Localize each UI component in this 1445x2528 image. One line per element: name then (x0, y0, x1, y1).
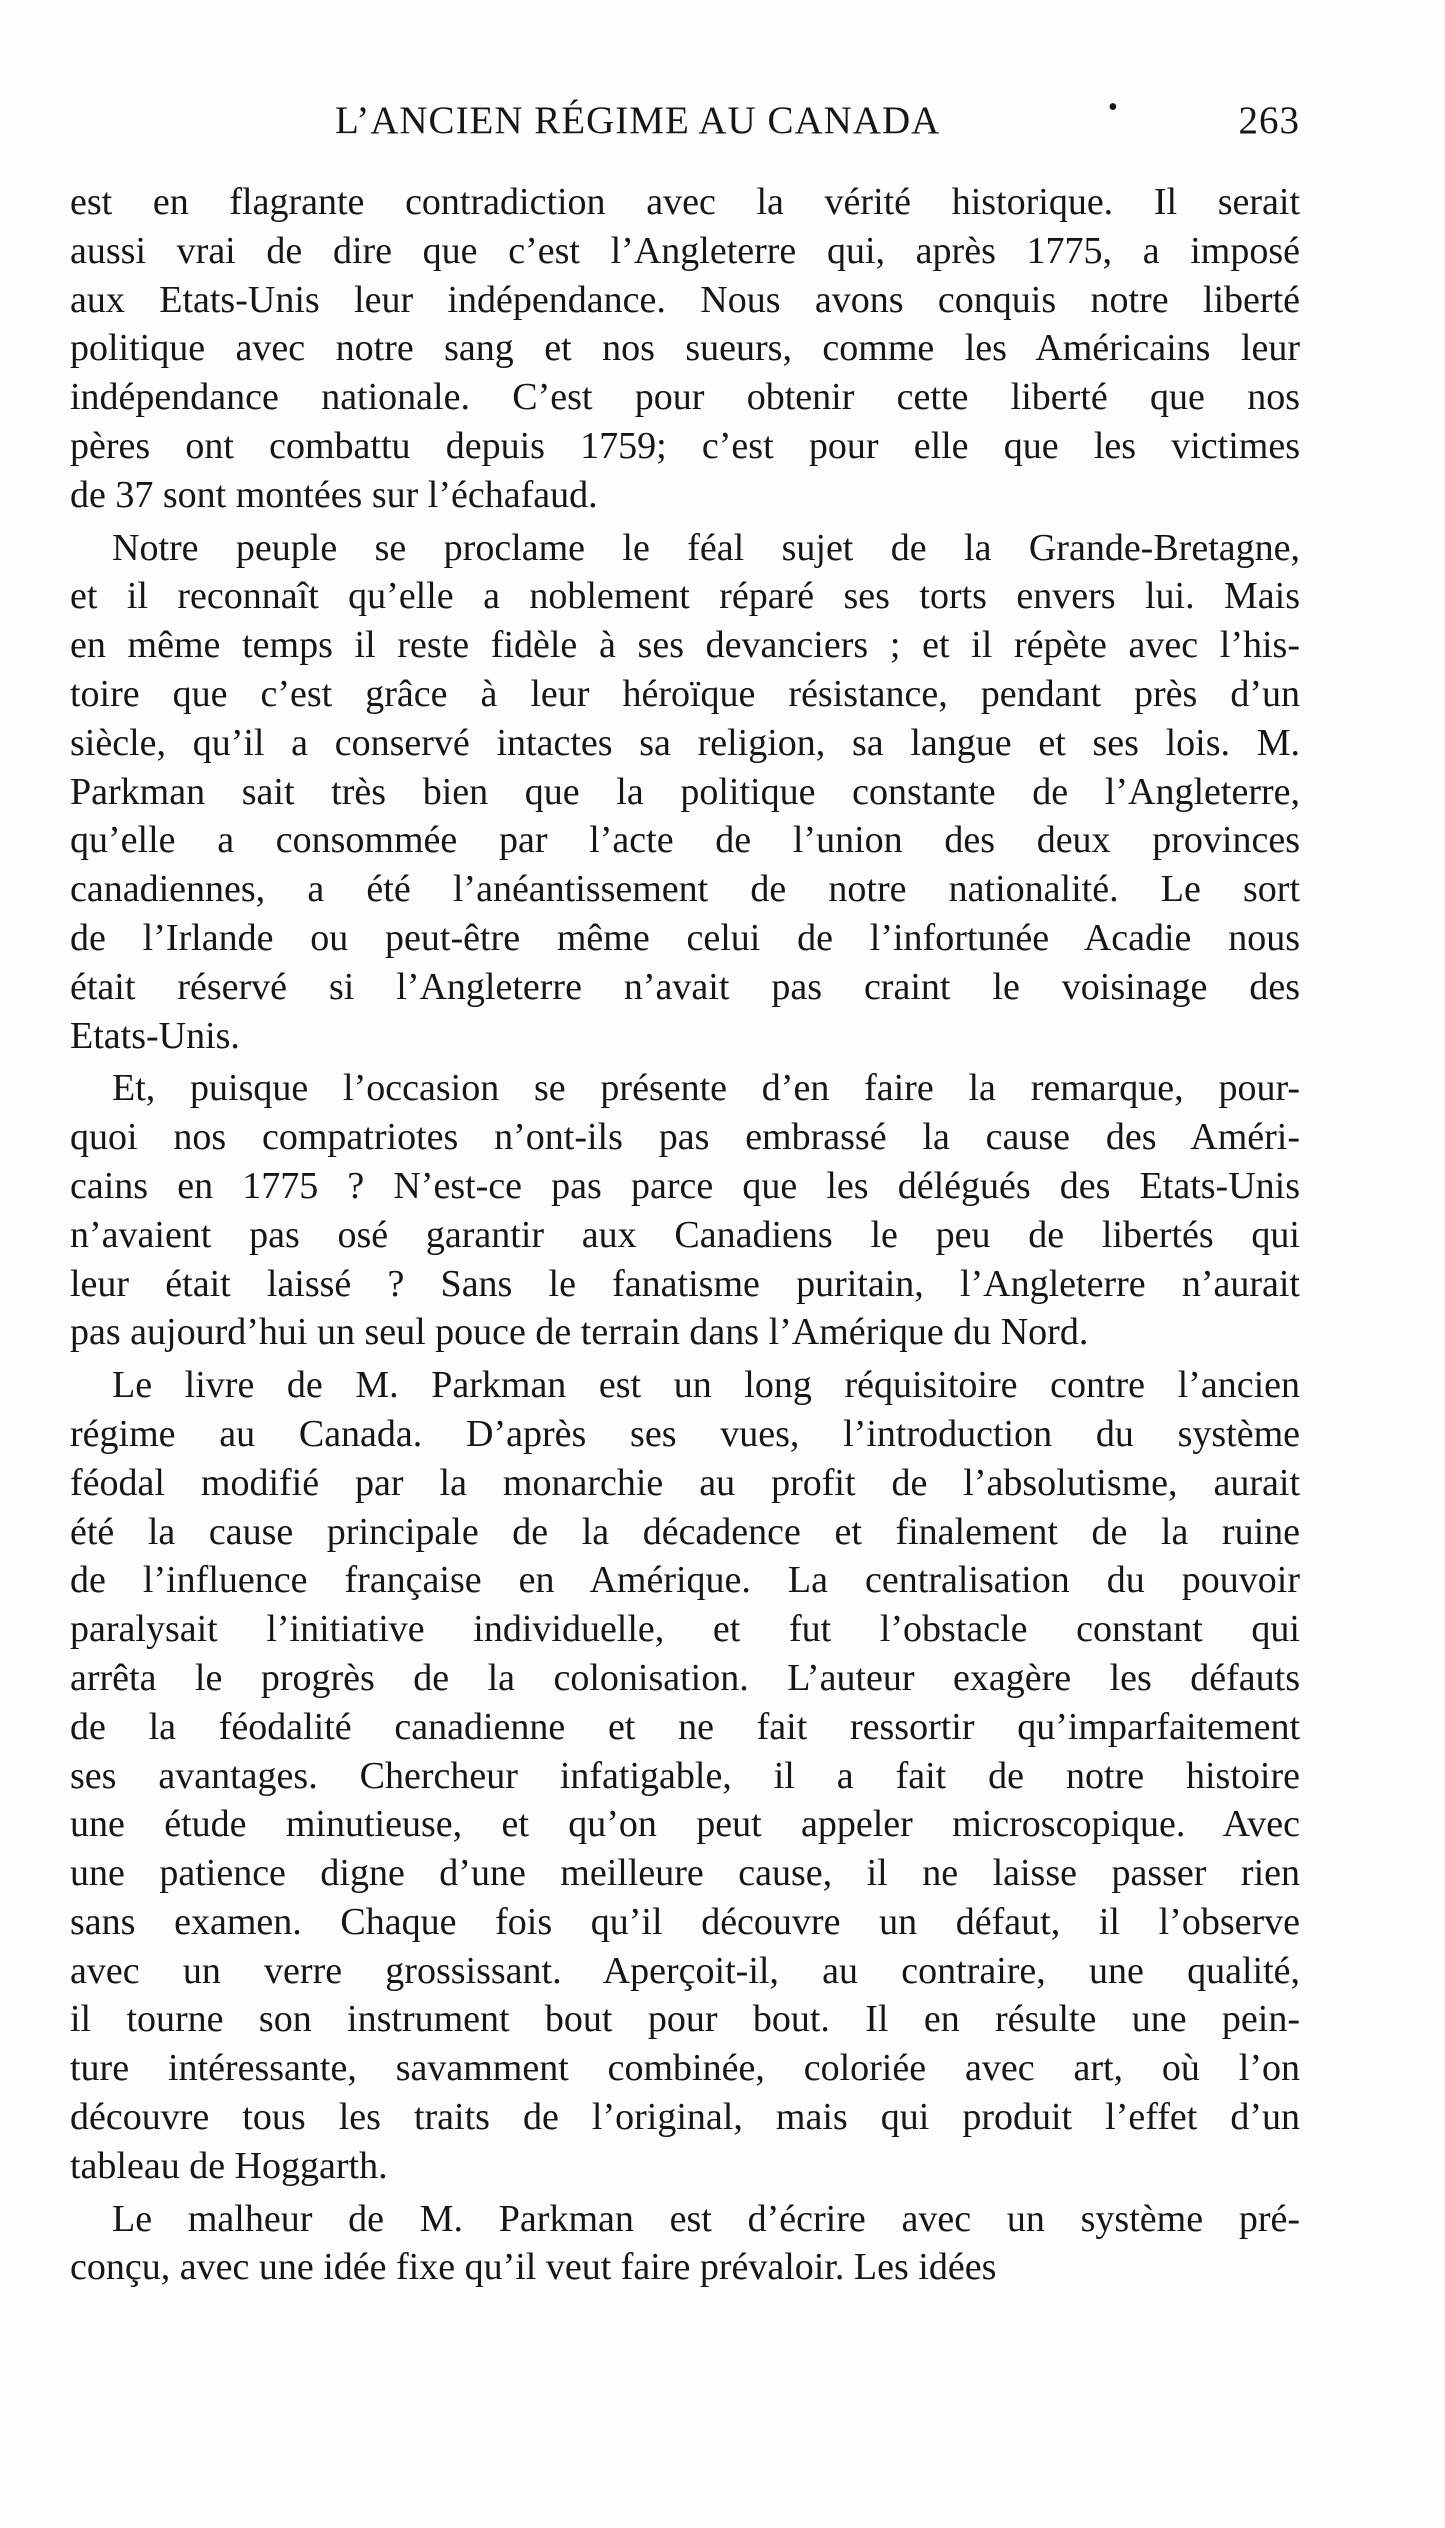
text-line: était réservé si l’Angleterre n’avait pas craint le voisinage des (70, 965, 1300, 1008)
body-text (70, 178, 1300, 2292)
text-line: arrêta le progrès de la colonisation. L’auteur exagère les défauts (70, 1656, 1300, 1699)
paragraph (70, 2195, 1300, 2293)
text-line: Le livre de M. Parkman est un long réquisitoire contre l’ancien (112, 1364, 1300, 1407)
text-line: paralysait l’initiative individuelle, et fut l’obstacle constant qui (70, 1608, 1300, 1651)
running-head-bullet: • (1108, 92, 1119, 123)
paragraph (70, 524, 1300, 1061)
text-line: siècle, qu’il a conservé intactes sa religion, sa langue et ses lois. M. (70, 721, 1300, 764)
paragraph (70, 1064, 1300, 1357)
text-line: en même temps il reste fidèle à ses devanciers ; et il répète avec l’his- (70, 624, 1300, 667)
paragraph (70, 178, 1300, 520)
running-title: L’ANCIEN RÉGIME AU CANADA (335, 99, 941, 142)
text-line: de l’Irlande ou peut-être même celui de l’infortunée Acadie nous (70, 916, 1300, 959)
text-line: Etats-Unis. (70, 1014, 240, 1057)
text-line: de la féodalité canadienne et ne fait ressortir qu’imparfaitement (70, 1705, 1300, 1748)
text-line: régime au Canada. D’après ses vues, l’introduction du système (70, 1412, 1300, 1455)
text-line: n’avaient pas osé garantir aux Canadiens le peu de libertés qui (70, 1213, 1300, 1256)
text-line: canadiennes, a été l’anéantissement de notre nationalité. Le sort (70, 868, 1300, 911)
text-line: toire que c’est grâce à leur héroïque résistance, pendant près d’un (70, 672, 1300, 715)
text-line: conçu, avec une idée fixe qu’il veut faire prévaloir. Les idées (70, 2246, 997, 2289)
running-head (70, 92, 1300, 152)
text-line: ture intéressante, savamment combinée, coloriée avec art, où l’on (70, 2047, 1300, 2090)
text-line: Notre peuple se proclame le féal sujet de la Grande-Bretagne, (112, 526, 1300, 569)
text-line: indépendance nationale. C’est pour obtenir cette liberté que nos (70, 376, 1300, 419)
text-line: de l’influence française en Amérique. La centralisation du pouvoir (70, 1559, 1300, 1602)
paragraph (70, 1361, 1300, 2191)
text-line: aussi vrai de dire que c’est l’Angleterre qui, après 1775, a imposé (70, 229, 1300, 272)
text-line: est en flagrante contradiction avec la vérité historique. Il serait (70, 181, 1300, 223)
page-number: 263 (1238, 99, 1300, 142)
text-line: politique avec notre sang et nos sueurs, comme les Américains leur (70, 327, 1300, 370)
text-line: été la cause principale de la décadence et finalement de la ruine (70, 1510, 1300, 1553)
text-line: Et, puisque l’occasion se présente d’en faire la remarque, pour- (112, 1067, 1300, 1110)
text-line: découvre tous les traits de l’original, mais qui produit l’effet d’un (70, 2096, 1300, 2139)
text-line: Le malheur de M. Parkman est d’écrire avec un système pré- (112, 2197, 1300, 2240)
text-line: tableau de Hoggarth. (70, 2144, 388, 2187)
text-line: qu’elle a consommée par l’acte de l’union des deux provinces (70, 819, 1300, 862)
text-line: pas aujourd’hui un seul pouce de terrain dans l’Amérique du Nord. (70, 1311, 1089, 1354)
text-line: cains en 1775 ? N’est-ce pas parce que les délégués des Etats-Unis (70, 1164, 1300, 1207)
text-line: une étude minutieuse, et qu’on peut appeler microscopique. Avec (70, 1803, 1300, 1846)
text-line: avec un verre grossissant. Aperçoit-il, au contraire, une qualité, (70, 1949, 1300, 1992)
text-line: leur était laissé ? Sans le fanatisme puritain, l’Angleterre n’aurait (70, 1262, 1300, 1305)
text-line: aux Etats-Unis leur indépendance. Nous avons conquis notre liberté (70, 278, 1300, 321)
text-line: et il reconnaît qu’elle a noblement réparé ses torts envers lui. Mais (70, 575, 1300, 618)
text-line: quoi nos compatriotes n’ont-ils pas embrassé la cause des Améri- (70, 1116, 1300, 1159)
text-line: pères ont combattu depuis 1759; c’est pour elle que les victimes (70, 424, 1300, 467)
text-line: sans examen. Chaque fois qu’il découvre un défaut, il l’observe (70, 1900, 1300, 1943)
text-line: il tourne son instrument bout pour bout. Il en résulte une pein- (70, 1998, 1300, 2041)
text-line: ses avantages. Chercheur infatigable, il a fait de notre histoire (70, 1754, 1300, 1797)
text-line: de 37 sont montées sur l’échafaud. (70, 473, 598, 516)
text-line: une patience digne d’une meilleure cause, il ne laisse passer rien (70, 1852, 1300, 1895)
text-line: Parkman sait très bien que la politique constante de l’Angleterre, (70, 770, 1300, 813)
text-line: féodal modifié par la monarchie au profit de l’absolutisme, aurait (70, 1461, 1300, 1504)
